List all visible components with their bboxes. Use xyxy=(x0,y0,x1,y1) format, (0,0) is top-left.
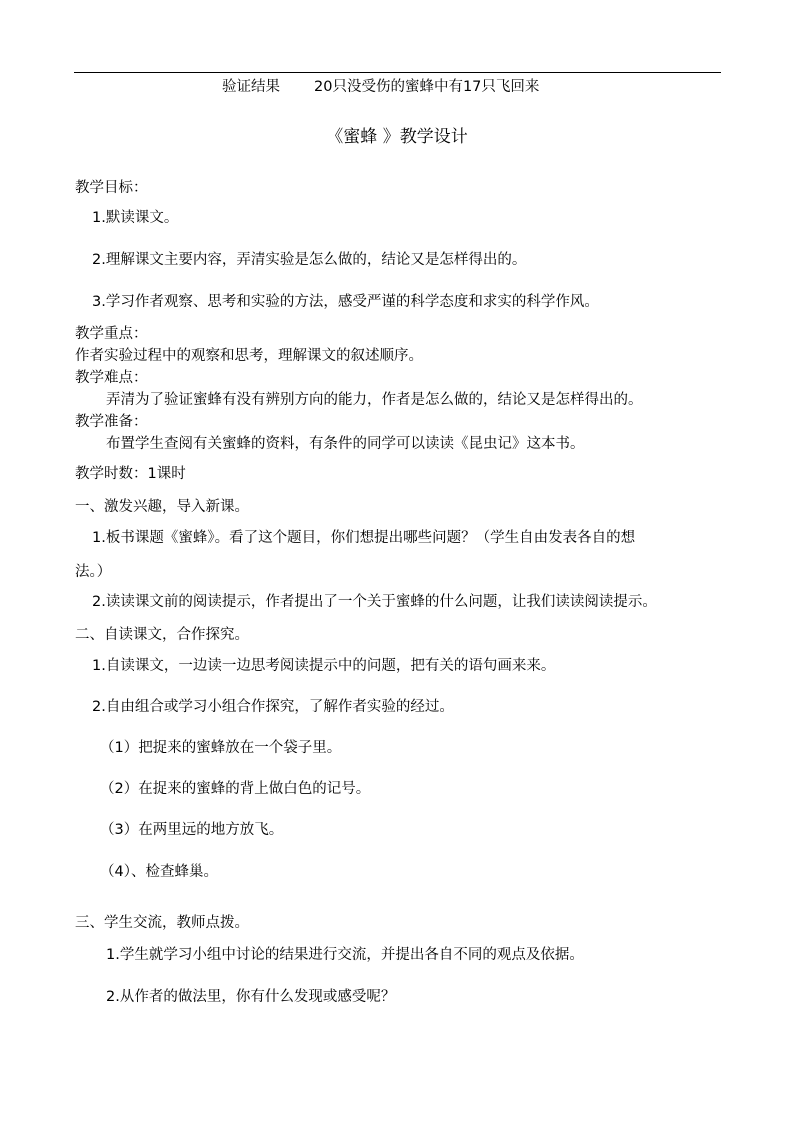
section2-item1: 1.自读课文，一边读一边思考阅读提示中的问题，把有关的语句画来来。 xyxy=(92,658,556,674)
section2-step-3: （3）在两里远的地方放飞。 xyxy=(100,822,284,838)
header-label: 验证结果 xyxy=(222,79,280,95)
section1-heading: 一、激发兴趣，导入新课。 xyxy=(75,499,249,515)
header-result: 20只没受伤的蜜蜂中有17只飞回来 xyxy=(314,79,540,95)
section1-item1-line2: 法。） xyxy=(75,564,112,580)
key-points-heading: 教学重点： xyxy=(75,326,148,342)
goals-heading: 教学目标： xyxy=(75,180,148,196)
section3-item1: 1.学生就学习小组中讨论的结果进行交流，并提出各自不同的观点及依据。 xyxy=(106,947,584,963)
section1-item2: 2.读读课文前的阅读提示，作者提出了一个关于蜜蜂的什么问题，让我们读读阅读提示。 xyxy=(92,594,657,610)
preparation-heading: 教学准备： xyxy=(75,414,148,430)
section2-step-2: （2）在捉来的蜜蜂的背上做白色的记号。 xyxy=(100,781,371,797)
section2-step-4: （4）、检查蜂巢。 xyxy=(100,864,218,880)
section2-step-1: （1）把捉来的蜜蜂放在一个袋子里。 xyxy=(100,740,342,756)
page-title: 《蜜蜂 》教学设计 xyxy=(326,127,468,147)
header-rule xyxy=(74,72,721,73)
section2-heading: 二、自读课文，合作探究。 xyxy=(75,627,249,643)
preparation-text: 布置学生查阅有关蜜蜂的资料，有条件的同学可以读读《昆虫记》这本书。 xyxy=(106,436,585,452)
goal-item-2: 2.理解课文主要内容，弄清实验是怎么做的，结论又是怎样得出的。 xyxy=(92,252,527,268)
goal-item-3: 3.学习作者观察、思考和实验的方法，感受严谨的科学态度和求实的科学作风。 xyxy=(92,294,599,310)
section3-heading: 三、学生交流，教师点拨。 xyxy=(75,915,249,931)
difficulties-text: 弄清为了验证蜜蜂有没有辨别方向的能力，作者是怎么做的，结论又是怎样得出的。 xyxy=(106,392,643,408)
goal-item-1: 1.默读课文。 xyxy=(92,210,179,226)
difficulties-heading: 教学难点： xyxy=(75,370,148,386)
section2-item2: 2.自由组合或学习小组合作探究，了解作者实验的经过。 xyxy=(92,699,454,715)
section3-item2: 2.从作者的做法里，你有什么发现或感受呢？ xyxy=(106,989,396,1005)
section1-item1-line1: 1.板书课题《蜜蜂》。看了这个题目，你们想提出哪些问题？（学生自由发表各自的想 xyxy=(92,530,636,546)
key-points-text: 作者实验过程中的观察和思考，理解课文的叙述顺序。 xyxy=(75,348,423,364)
class-hours: 教学时数：1课时 xyxy=(75,466,186,482)
